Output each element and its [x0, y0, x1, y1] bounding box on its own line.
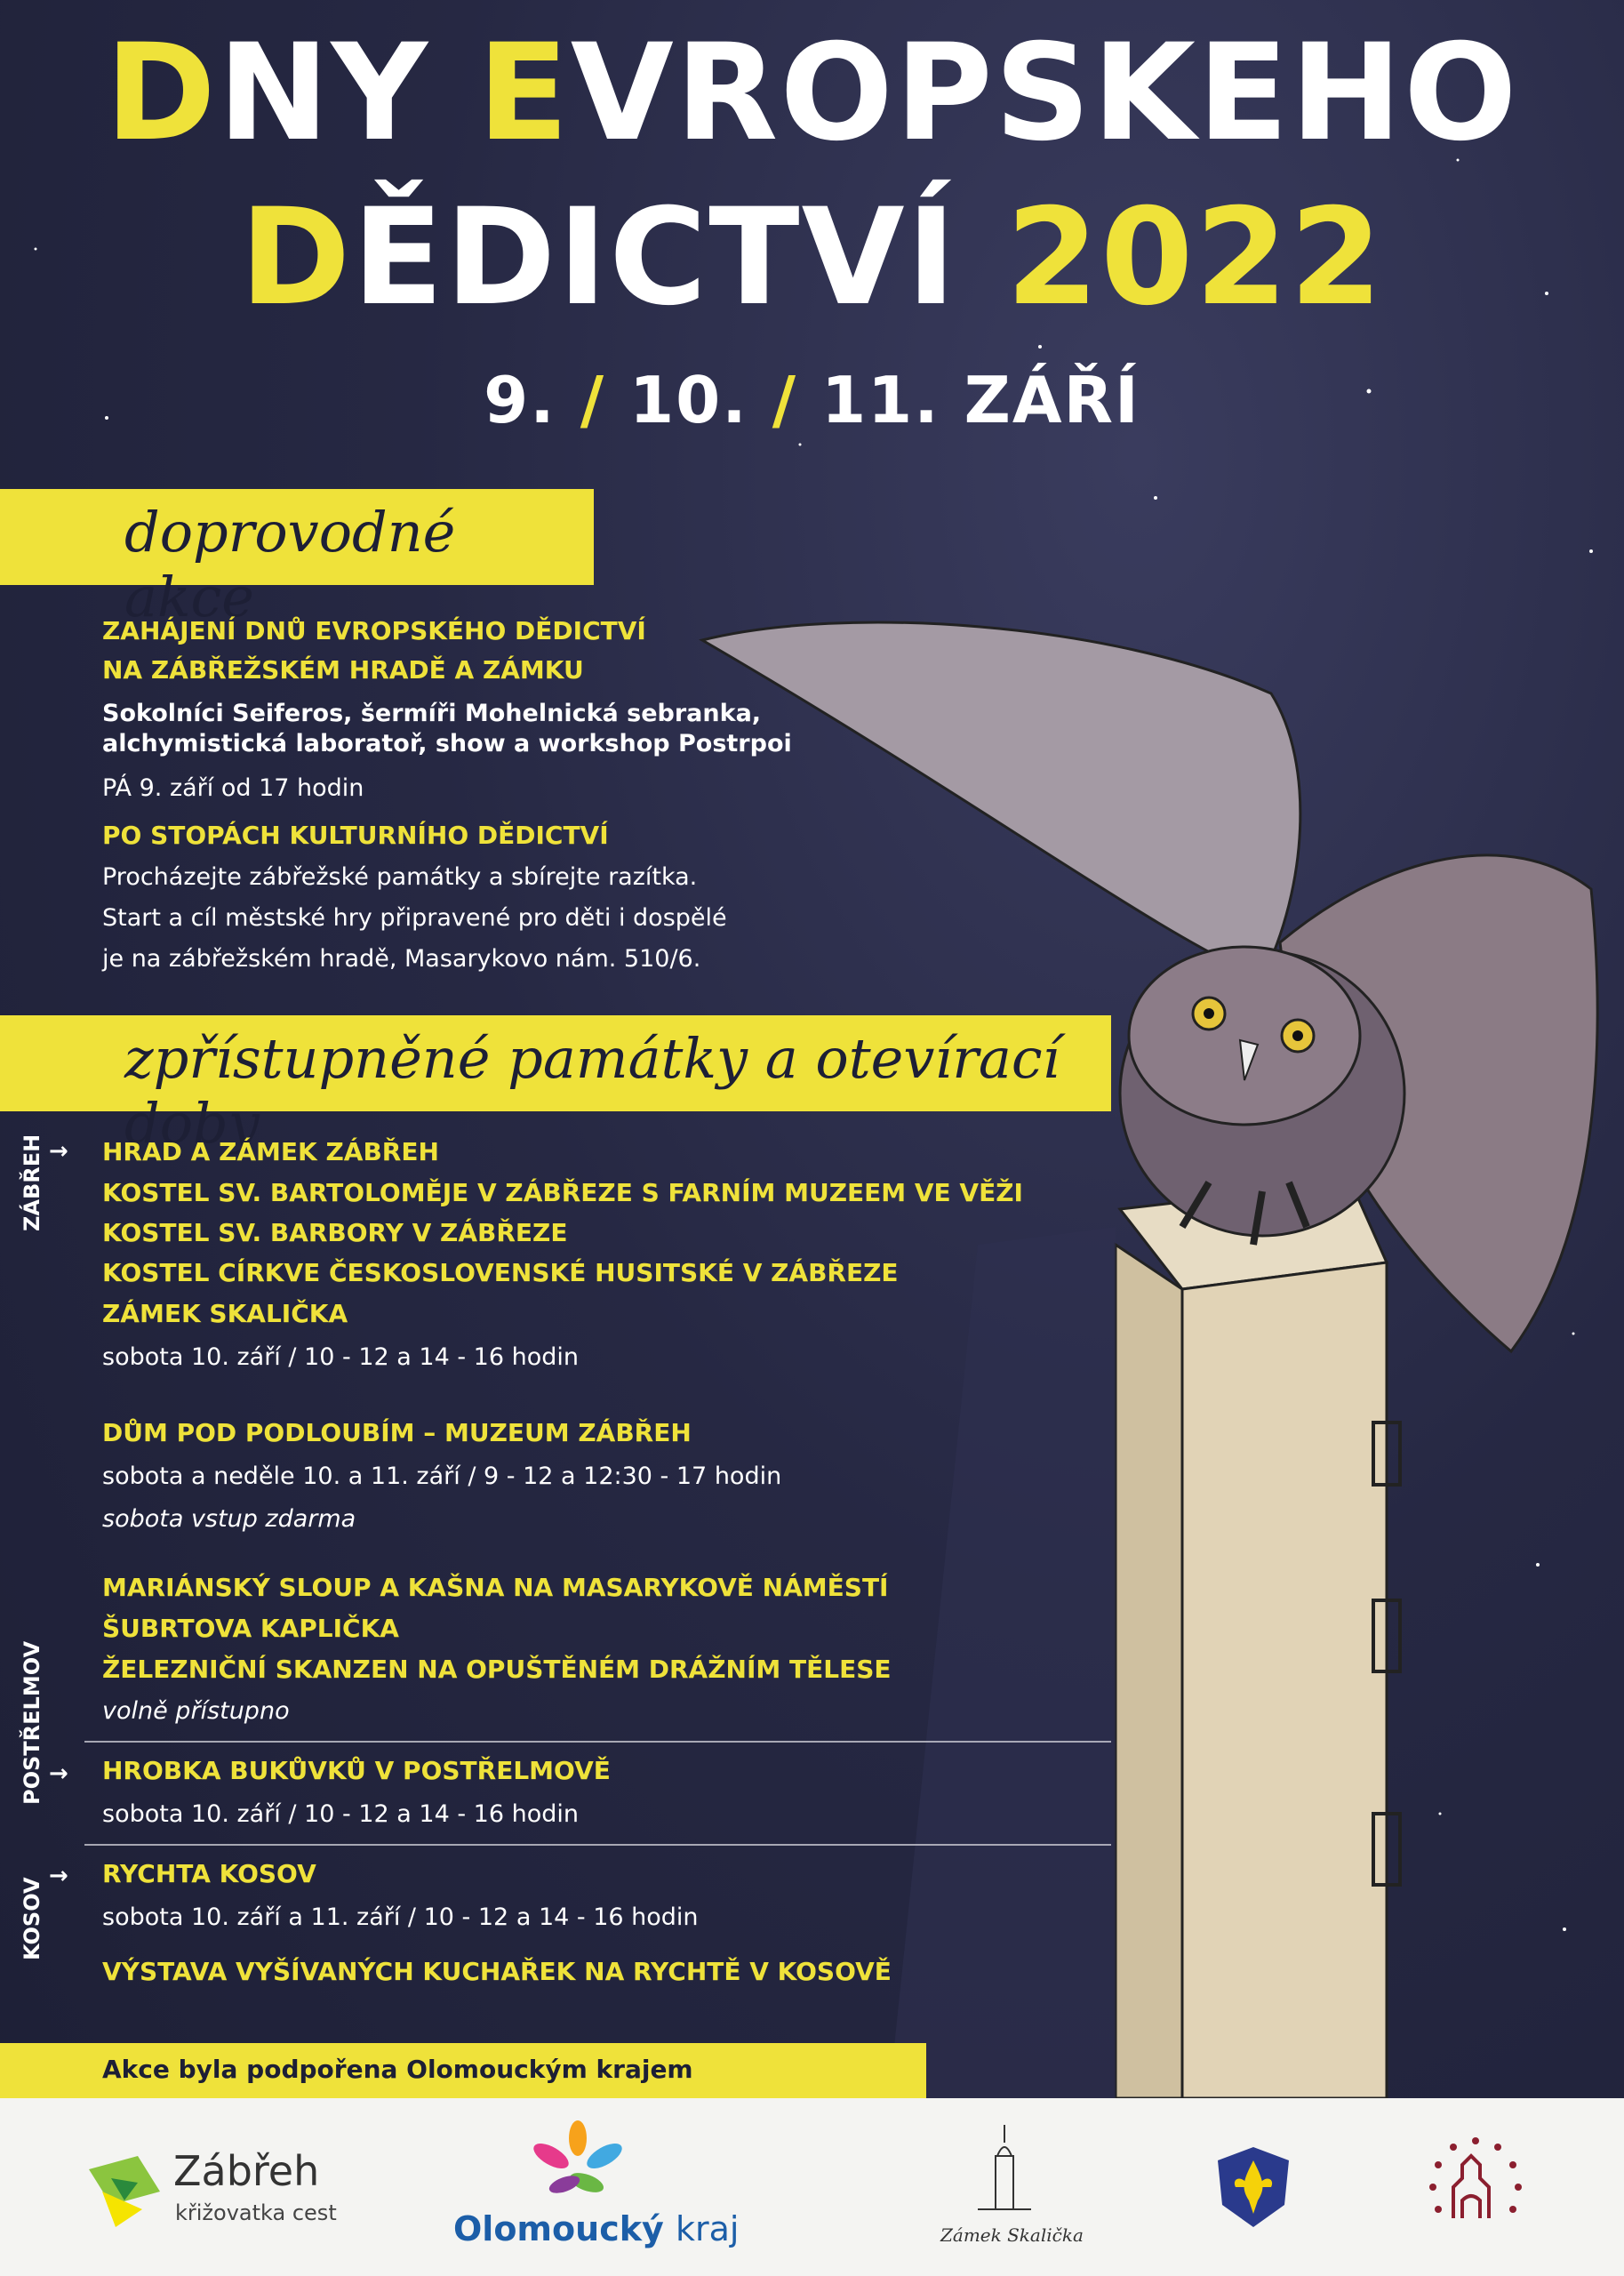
monument-mariansky-sloup: MARIÁNSKÝ SLOUP A KAŠNA NA MASARYKOVĚ NÁMĚSTÍ — [102, 1573, 889, 1602]
zabreh-name: Zábřeh — [173, 2147, 320, 2195]
heritage-logo — [1422, 2134, 1529, 2240]
tower-icon — [978, 2125, 1031, 2214]
label-kosov: KOSOV — [20, 1877, 44, 1960]
opening-hours-zabreh: sobota 10. září / 10 - 12 a 14 - 16 hodin — [102, 1343, 579, 1371]
event1-time: PÁ 9. září od 17 hodin — [102, 774, 364, 802]
event1-desc: Sokolníci Seiferos, šermíři Mohelnická sebranka, — [102, 700, 762, 727]
olomoucky-kraj-logo — [453, 2120, 791, 2254]
monument-subrtova-kaplicka: ŠUBRTOVA KAPLIČKA — [102, 1614, 399, 1643]
castle-stars-icon — [1422, 2134, 1529, 2240]
scout-lily-icon — [1209, 2138, 1298, 2236]
arrow-icon: → — [49, 1863, 68, 1889]
tower-illustration — [889, 1182, 1400, 2098]
event1-title-2: NA ZÁBŘEŽSKÉM HRADĚ A ZÁMKU — [102, 655, 584, 685]
event-dates: 9. / 10. / 11. ZÁŘÍ — [484, 363, 1140, 437]
monument-dum-pod-podloubim: DŮM POD PODLOUBÍM – MUZEUM ZÁBŘEH — [102, 1418, 692, 1447]
event2-desc-2: Start a cíl městské hry připravené pro děti i dospělé — [102, 904, 727, 932]
monument-kostel-bartolomeje: KOSTEL SV. BARTOLOMĚJE V ZÁBŘEZE S FARNÍM MUZEEM VE VĚŽI — [102, 1178, 1023, 1207]
zamek-skalicka-logo — [924, 2125, 1084, 2258]
title-line-1: DNY EVROPSKEHO — [105, 16, 1519, 171]
event2-desc-3: je na zábřežském hradě, Masarykovo nám. 510/6. — [102, 945, 701, 973]
zabreh-logo — [89, 2138, 356, 2236]
exhibition-kucharky: VÝSTAVA VYŠÍVANÝCH KUCHAŘEK NA RYCHTĚ V KOSOVĚ — [102, 1957, 892, 1986]
sponsor-footer — [0, 2098, 1624, 2276]
event1-desc-2: alchymistická laboratoř, show a workshop Postrpoi — [102, 730, 792, 757]
monument-hrobka-bukuvku: HROBKA BUKŮVKŮ V POSTŘELMOVĚ — [102, 1756, 611, 1785]
event2-title: PO STOPÁCH KULTURNÍHO DĚDICTVÍ — [102, 821, 609, 850]
banner-accompanying-events: doprovodné akce — [0, 489, 594, 585]
arrow-icon: → — [49, 1760, 68, 1787]
skalicka-name: Zámek Skalička — [940, 2224, 1084, 2246]
event2-desc: Procházejte zábřežské památky a sbírejte razítka. — [102, 863, 698, 891]
support-banner: Akce byla podpořena Olomouckým krajem — [0, 2043, 926, 2098]
title-line-2: DĚDICTVÍ 2022 — [239, 180, 1385, 335]
arrow-icon: → — [49, 1138, 68, 1165]
banner-opened-monuments: zpřístupněné památky a otevírací doby — [0, 1015, 1111, 1111]
opening-hours-kosov: sobota 10. září a 11. září / 10 - 12 a 14 - 16 hodin — [102, 1903, 699, 1931]
event1-title: ZAHÁJENÍ DNŮ EVROPSKÉHO DĚDICTVÍ — [102, 616, 646, 645]
divider — [84, 1741, 1111, 1743]
monument-kostel-husitske: KOSTEL CÍRKVE ČESKOSLOVENSKÉ HUSITSKÉ V ZÁBŘEZE — [102, 1258, 899, 1287]
museum-note: sobota vstup zdarma — [102, 1505, 356, 1533]
monument-zamek-skalicka: ZÁMEK SKALIČKA — [102, 1299, 348, 1328]
opening-hours-museum: sobota a neděle 10. a 11. září / 9 - 12 a 12:30 - 17 hodin — [102, 1463, 782, 1490]
monument-zeleznicni-skanzen: ŽELEZNIČNÍ SKANZEN NA OPUŠTĚNÉM DRÁŽNÍM TĚLESE — [102, 1655, 892, 1684]
label-zabreh: ZÁBŘEH — [20, 1134, 44, 1231]
scout-logo — [1209, 2138, 1298, 2236]
olomoucky-text: Olomoucký kraj — [453, 2209, 740, 2248]
zabreh-emblem-icon — [89, 2156, 160, 2227]
monument-kostel-barbory: KOSTEL SV. BARBORY V ZÁBŘEZE — [102, 1218, 568, 1247]
monument-rychta-kosov: RYCHTA KOSOV — [102, 1859, 316, 1888]
monument-hrad-zamek: HRAD A ZÁMEK ZÁBŘEH — [102, 1137, 439, 1166]
zabreh-tagline: křižovatka cest — [175, 2200, 337, 2225]
label-postrelmov: POSTŘELMOV — [20, 1640, 44, 1805]
divider — [84, 1844, 1111, 1846]
free-access-note: volně přístupno — [102, 1697, 290, 1725]
opening-hours-hrobka: sobota 10. září / 10 - 12 a 14 - 16 hodin — [102, 1800, 579, 1828]
flower-emblem-icon — [516, 2120, 640, 2200]
